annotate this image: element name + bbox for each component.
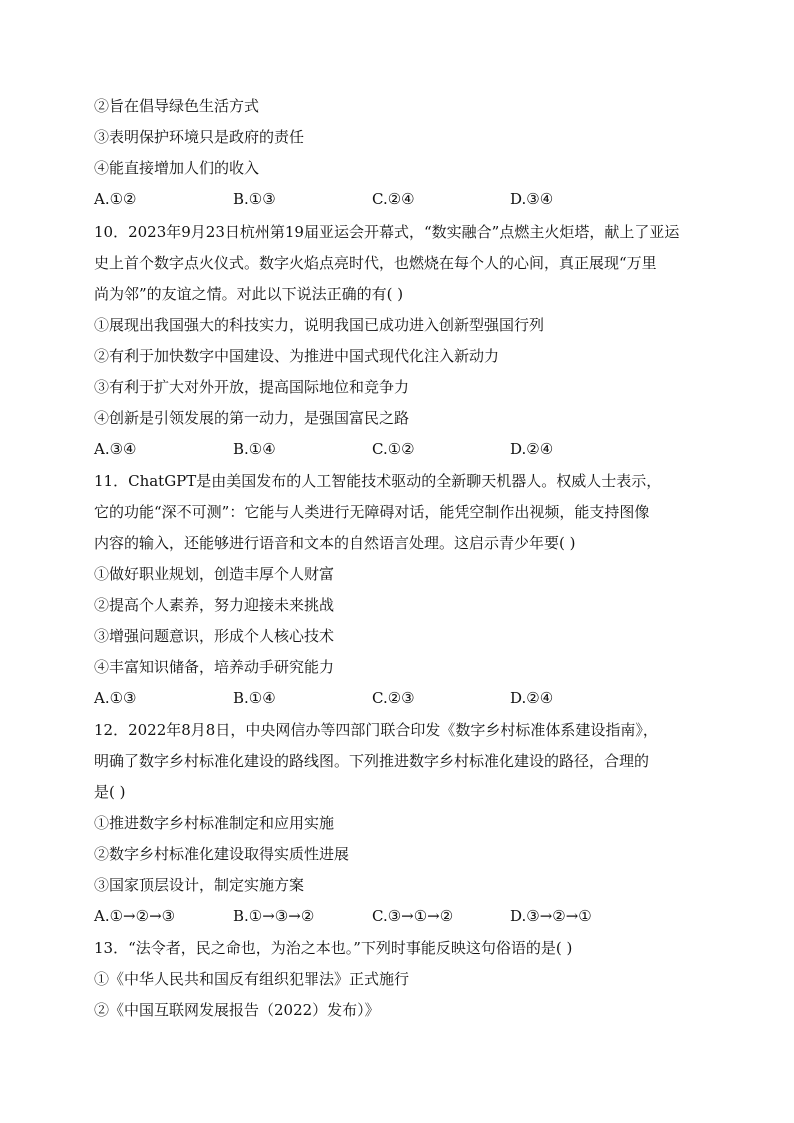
q10-choice-c[interactable]: C.①② [372,440,415,458]
q9-option-2: ②旨在倡导绿色生活方式 [94,97,260,115]
q9-choice-d[interactable]: D.③④ [510,190,554,208]
q9-option-3: ③表明保护环境只是政府的责任 [94,128,305,146]
q11-option-4: ④丰富知识储备，培养动手研究能力 [94,658,335,676]
q12-stem-line-2: 明确了数字乡村标准化建设的路线图。下列推进数字乡村标准化建设的路径，合理的 [94,752,650,770]
q10-choice-b[interactable]: B.①④ [233,440,276,458]
q13-stem-line-1: 13．“法令者，民之命也，为治之本也。”下列时事能反映这句俗语的是( ) [94,939,573,957]
q10-stem-line-1: 10．2023年9月23日杭州第19届亚运会开幕式，“数实融合”点燃主火炬塔，献上了亚运 [94,223,680,241]
q11-stem-line-1: 11．ChatGPT是由美国发布的人工智能技术驱动的全新聊天机器人。权威人士表示， [94,472,662,490]
q9-choice-a[interactable]: A.①② [94,190,137,208]
q12-choice-b[interactable]: B.①→③→② [233,907,315,925]
q12-choice-c[interactable]: C.③→①→② [372,907,454,925]
q12-stem-line-3: 是( ) [94,783,126,801]
q9-option-4: ④能直接增加人们的收入 [94,159,260,177]
q11-choice-a[interactable]: A.①③ [94,689,137,707]
q11-option-2: ②提高个人素养，努力迎接未来挑战 [94,596,335,614]
q13-option-2: ②《中国互联网发展报告（2022）发布）》 [94,1001,380,1019]
q13-option-1: ①《中华人民共和国反有组织犯罪法》正式施行 [94,970,410,988]
q12-choice-d[interactable]: D.③→②→① [510,907,592,925]
q10-option-1: ①展现出我国强大的科技实力，说明我国已成功进入创新型强国行列 [94,316,545,334]
q11-stem-line-3: 内容的输入，还能够进行语音和文本的自然语言处理。这启示青少年要( ) [94,534,576,552]
q11-option-3: ③增强问题意识，形成个人核心技术 [94,627,335,645]
q11-option-1: ①做好职业规划，创造丰厚个人财富 [94,565,335,583]
q12-option-2: ②数字乡村标准化建设取得实质性进展 [94,845,350,863]
q10-option-2: ②有利于加快数字中国建设、为推进中国式现代化注入新动力 [94,347,500,365]
q11-stem-line-2: 它的功能“深不可测”：它能与人类进行无障碍对话，能凭空制作出视频，能支持图像 [94,503,650,521]
q12-stem-line-1: 12．2022年8月8日，中央网信办等四部门联合印发《数字乡村标准体系建设指南》， [94,721,658,739]
q12-option-1: ①推进数字乡村标准制定和应用实施 [94,814,335,832]
q10-option-3: ③有利于扩大对外开放，提高国际地位和竞争力 [94,378,410,396]
q9-choice-c[interactable]: C.②④ [372,190,415,208]
q10-choice-d[interactable]: D.②④ [510,440,554,458]
q11-choice-b[interactable]: B.①④ [233,689,276,707]
q12-choice-a[interactable]: A.①→②→③ [94,907,176,925]
q12-option-3: ③国家顶层设计，制定实施方案 [94,876,305,894]
q10-stem-line-3: 尚为邻”的友谊之情。对此以下说法正确的有( ) [94,285,404,303]
q11-choice-c[interactable]: C.②③ [372,689,415,707]
q10-option-4: ④创新是引领发展的第一动力，是强国富民之路 [94,409,410,427]
q10-stem-line-2: 史上首个数字点火仪式。数字火焰点亮时代，也燃烧在每个人的心间，真正展现“万里 [94,254,657,272]
q10-choice-a[interactable]: A.③④ [94,440,137,458]
q9-choice-b[interactable]: B.①③ [233,190,276,208]
q11-choice-d[interactable]: D.②④ [510,689,554,707]
